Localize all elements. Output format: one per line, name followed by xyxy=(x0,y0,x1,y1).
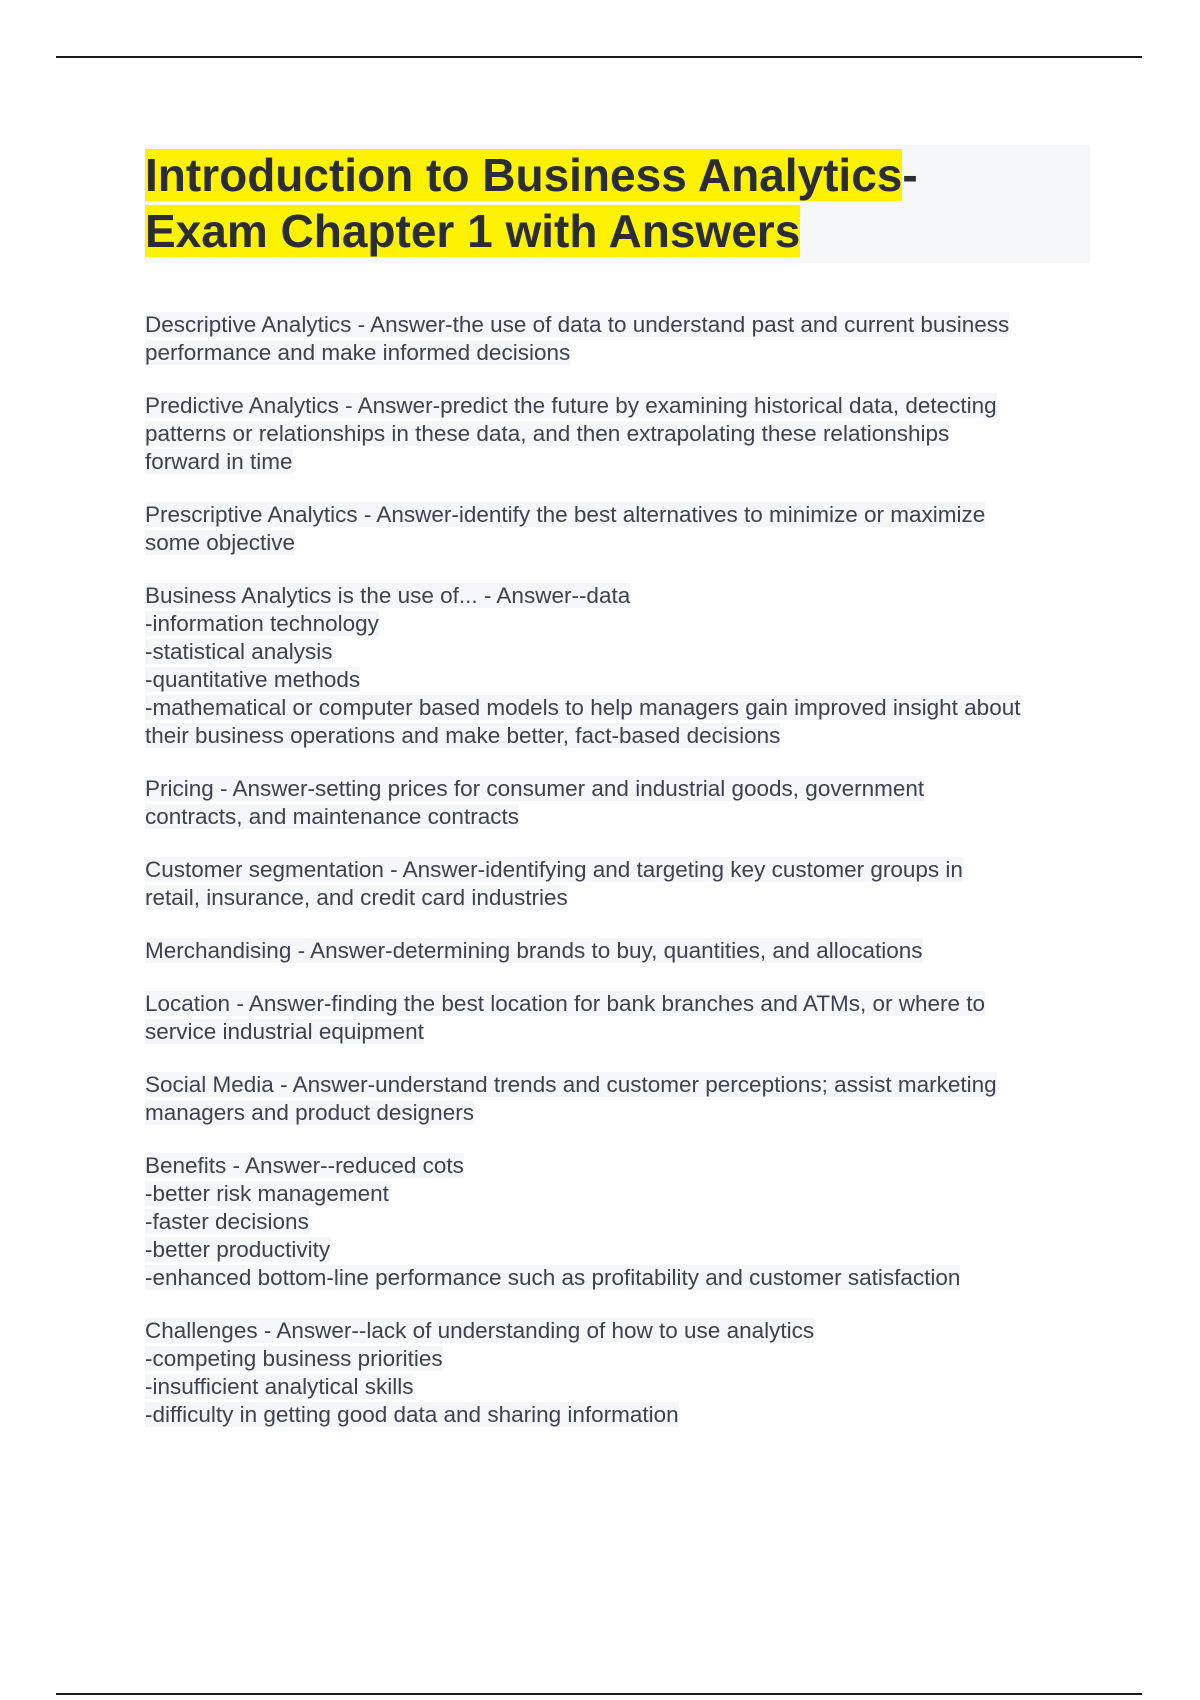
qa-entry-text: -better risk management xyxy=(145,1181,389,1206)
qa-entry-text: -insufficient analytical skills xyxy=(145,1374,414,1399)
qa-entry xyxy=(145,1071,1090,1127)
page-title xyxy=(145,147,1090,259)
qa-entry-text: Challenges - Answer--lack of understanding of how to use analytics xyxy=(145,1318,815,1343)
qa-entry-text: patterns or relationships in these data, and then extrapolating these relationships xyxy=(145,421,950,446)
qa-entry-term-line xyxy=(145,311,1090,339)
qa-entry-term-line xyxy=(145,937,1090,965)
qa-entry-term-line xyxy=(145,1317,1090,1345)
qa-entry-text: their business operations and make better, fact-based decisions xyxy=(145,723,781,748)
qa-entry-term-line xyxy=(145,775,1090,803)
qa-entry-text: Customer segmentation - Answer-identifying and targeting key customer groups in xyxy=(145,857,963,882)
qa-entry-line xyxy=(145,803,1090,831)
qa-entry-term-line xyxy=(145,856,1090,884)
qa-entry-text: some objective xyxy=(145,530,296,555)
title-highlighted: Introduction to Business Analytics xyxy=(145,149,903,201)
qa-entry-text: Business Analytics is the use of... - Answer--data xyxy=(145,583,631,608)
qa-entry-line xyxy=(145,1264,1090,1292)
qa-entry-text: -information technology xyxy=(145,611,379,636)
qa-entry xyxy=(145,501,1090,557)
qa-entry xyxy=(145,1152,1090,1292)
qa-entry-text: Pricing - Answer-setting prices for consumer and industrial goods, government xyxy=(145,776,925,801)
qa-entry-line xyxy=(145,420,1090,448)
qa-entry-line xyxy=(145,1018,1090,1046)
qa-entry-line xyxy=(145,722,1090,750)
qa-entry xyxy=(145,582,1090,750)
qa-entry xyxy=(145,775,1090,831)
qa-entry-line xyxy=(145,1373,1090,1401)
qa-entry-line xyxy=(145,1180,1090,1208)
qa-entry-line xyxy=(145,448,1090,476)
qa-entry xyxy=(145,990,1090,1046)
qa-entry xyxy=(145,1317,1090,1429)
title-line-2: Exam Chapter 1 with Answers xyxy=(145,205,801,257)
title-dash: - xyxy=(902,149,918,201)
qa-entry-text: -difficulty in getting good data and sharing information xyxy=(145,1402,679,1427)
qa-entry-term-line xyxy=(145,392,1090,420)
qa-entry-line xyxy=(145,694,1090,722)
qa-entry xyxy=(145,311,1090,367)
qa-entry-line xyxy=(145,638,1090,666)
footer-rule xyxy=(56,1693,1142,1695)
qa-entry xyxy=(145,937,1090,965)
qa-entry-text: -mathematical or computer based models to help managers gain improved insight about xyxy=(145,695,1021,720)
qa-entry-text: Descriptive Analytics - Answer-the use of data to understand past and current business xyxy=(145,312,1010,337)
qa-entry-text: -better productivity xyxy=(145,1237,331,1262)
qa-entry-line xyxy=(145,610,1090,638)
qa-entry-text: performance and make informed decisions xyxy=(145,340,571,365)
qa-entry-text: retail, insurance, and credit card industries xyxy=(145,885,568,910)
qa-entry-line xyxy=(145,884,1090,912)
qa-entry-text: -competing business priorities xyxy=(145,1346,443,1371)
qa-entry-text: Merchandising - Answer-determining brands to buy, quantities, and allocations xyxy=(145,938,923,963)
qa-entry-text: -quantitative methods xyxy=(145,667,361,692)
document-body xyxy=(145,145,1090,1454)
qa-entry xyxy=(145,392,1090,476)
qa-entry-text: -faster decisions xyxy=(145,1209,309,1234)
qa-entry-line xyxy=(145,1401,1090,1429)
qa-entry-term-line xyxy=(145,501,1090,529)
qa-entry-line xyxy=(145,1099,1090,1127)
header-rule xyxy=(56,56,1142,58)
qa-entry-text: managers and product designers xyxy=(145,1100,474,1125)
qa-entry-text: forward in time xyxy=(145,449,293,474)
qa-entry-term-line xyxy=(145,582,1090,610)
qa-entry-term-line xyxy=(145,1071,1090,1099)
title-block xyxy=(145,145,1090,263)
qa-entry-line xyxy=(145,1236,1090,1264)
qa-entry-text: service industrial equipment xyxy=(145,1019,424,1044)
qa-entry-text: -enhanced bottom-line performance such as profitability and customer satisfaction xyxy=(145,1265,961,1290)
qa-entry-text: Predictive Analytics - Answer-predict the future by examining historical data, detecting xyxy=(145,393,997,418)
qa-entry-line xyxy=(145,1345,1090,1373)
qa-entry-line xyxy=(145,1208,1090,1236)
qa-entry-text: -statistical analysis xyxy=(145,639,333,664)
qa-entry-text: contracts, and maintenance contracts xyxy=(145,804,519,829)
qa-entry-text: Location - Answer-finding the best location for bank branches and ATMs, or where to xyxy=(145,991,986,1016)
qa-entry-term-line xyxy=(145,990,1090,1018)
qa-entry-text: Prescriptive Analytics - Answer-identify the best alternatives to minimize or maximize xyxy=(145,502,986,527)
qa-entry-text: Social Media - Answer-understand trends and customer perceptions; assist marketing xyxy=(145,1072,997,1097)
qa-entry-line xyxy=(145,339,1090,367)
qa-entry-line xyxy=(145,666,1090,694)
qa-entry-text: Benefits - Answer--reduced cots xyxy=(145,1153,464,1178)
qa-list xyxy=(145,311,1090,1429)
qa-entry-line xyxy=(145,529,1090,557)
qa-entry xyxy=(145,856,1090,912)
qa-entry-term-line xyxy=(145,1152,1090,1180)
